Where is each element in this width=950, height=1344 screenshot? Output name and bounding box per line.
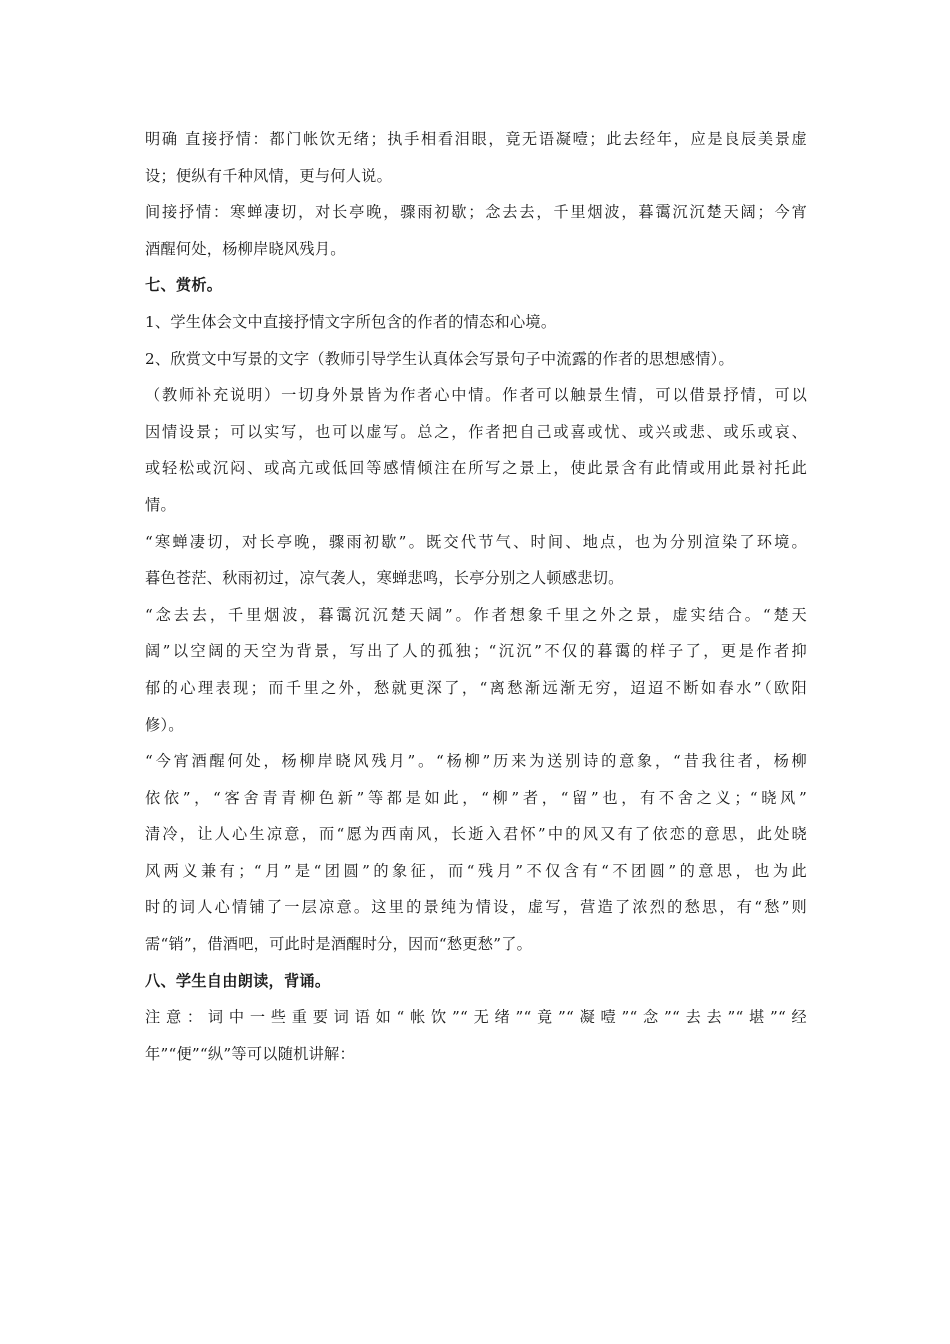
paragraph-line: （教师补充说明）一切身外景皆为作者心中情。作者可以触景生情，可以借景抒情，可以 (145, 386, 807, 405)
paragraph-line: 间接抒情：寒蝉凄切，对长亭晚，骤雨初歇；念去去，千里烟波，暮霭沉沉楚天阔；今宵 (145, 203, 807, 222)
paragraph-line: 注意：词中一些重要词语如“帐饮”“无绪”“竟”“凝噎”“念”“去去”“堪”“经 (145, 1008, 807, 1027)
paragraph-line: 情。 (145, 495, 176, 514)
paragraph-line: “念去去，千里烟波，暮霭沉沉楚天阔”。作者想象千里之外之景，虚实结合。“楚天 (145, 605, 807, 624)
paragraph-line: 郁的心理表现；而千里之外，愁就更深了，“离愁渐远渐无穷，迢迢不断如春水”（欧阳 (145, 678, 807, 697)
paragraph-line: 需“销”，借酒吧，可此时是酒醒时分，因而“愁更愁”了。 (145, 935, 533, 954)
paragraph-line: 设；便纵有千种风情，更与何人说。 (145, 166, 392, 185)
paragraph-line: 时的词人心情铺了一层凉意。这里的景纯为情设，虚写，营造了浓烈的愁思，有“愁”则 (145, 898, 807, 917)
paragraph-line: 酒醒何处，杨柳岸晓风残月。 (145, 239, 346, 258)
paragraph-line: 清冷，让人心生凉意，而“愿为西南风，长逝入君怀”中的风又有了依恋的意思，此处晓 (145, 825, 807, 844)
paragraph-line: 1、学生体会文中直接抒情文字所包含的作者的情态和心境。 (145, 312, 557, 331)
paragraph-line: 明确 直接抒情：都门帐饮无绪；执手相看泪眼，竟无语凝噎；此去经年，应是良辰美景虚 (145, 130, 807, 148)
paragraph-line: 风两义兼有；“月”是“团圆”的象征，而“残月”不仅含有“不团圆”的意思，也为此 (145, 861, 807, 880)
section-heading: 八、学生自由朗读，背诵。 (145, 971, 331, 990)
paragraph-line: 依依”，“客舍青青柳色新”等都是如此，“柳”者，“留”也，有不舍之义；“晓风” (145, 788, 807, 807)
paragraph-line: 2、欣赏文中写景的文字（教师引导学生认真体会写景句子中流露的作者的思想感情）。 (145, 349, 734, 368)
paragraph-line: 或轻松或沉闷、或高亢或低回等感情倾注在所写之景上，使此景含有此情或用此景衬托此 (145, 459, 807, 478)
paragraph-line: “寒蝉凄切，对长亭晚，骤雨初歇”。既交代节气、时间、地点，也为分别渲染了环境。 (145, 532, 807, 551)
paragraph-line: 修）。 (145, 715, 184, 734)
paragraph-line: “今宵酒醒何处，杨柳岸晓风残月”。“杨柳”历来为送别诗的意象，“昔我往者，杨柳 (145, 752, 807, 771)
paragraph-line: 年”“便”“纵”等可以随机讲解： (145, 1044, 355, 1063)
paragraph-line: 因情设景；可以实写，也可以虚写。总之，作者把自己或喜或忧、或兴或悲、或乐或哀、 (145, 422, 807, 441)
document-body (145, 121, 807, 1072)
paragraph-line: 阔”以空阔的天空为背景，写出了人的孤独；“沉沉”不仅的暮霭的样子了，更是作者抑 (145, 642, 807, 661)
paragraph-line: 暮色苍茫、秋雨初过，凉气袭人，寒蝉悲鸣，长亭分别之人顿感悲切。 (145, 569, 624, 588)
section-heading: 七、赏析。 (145, 276, 223, 295)
